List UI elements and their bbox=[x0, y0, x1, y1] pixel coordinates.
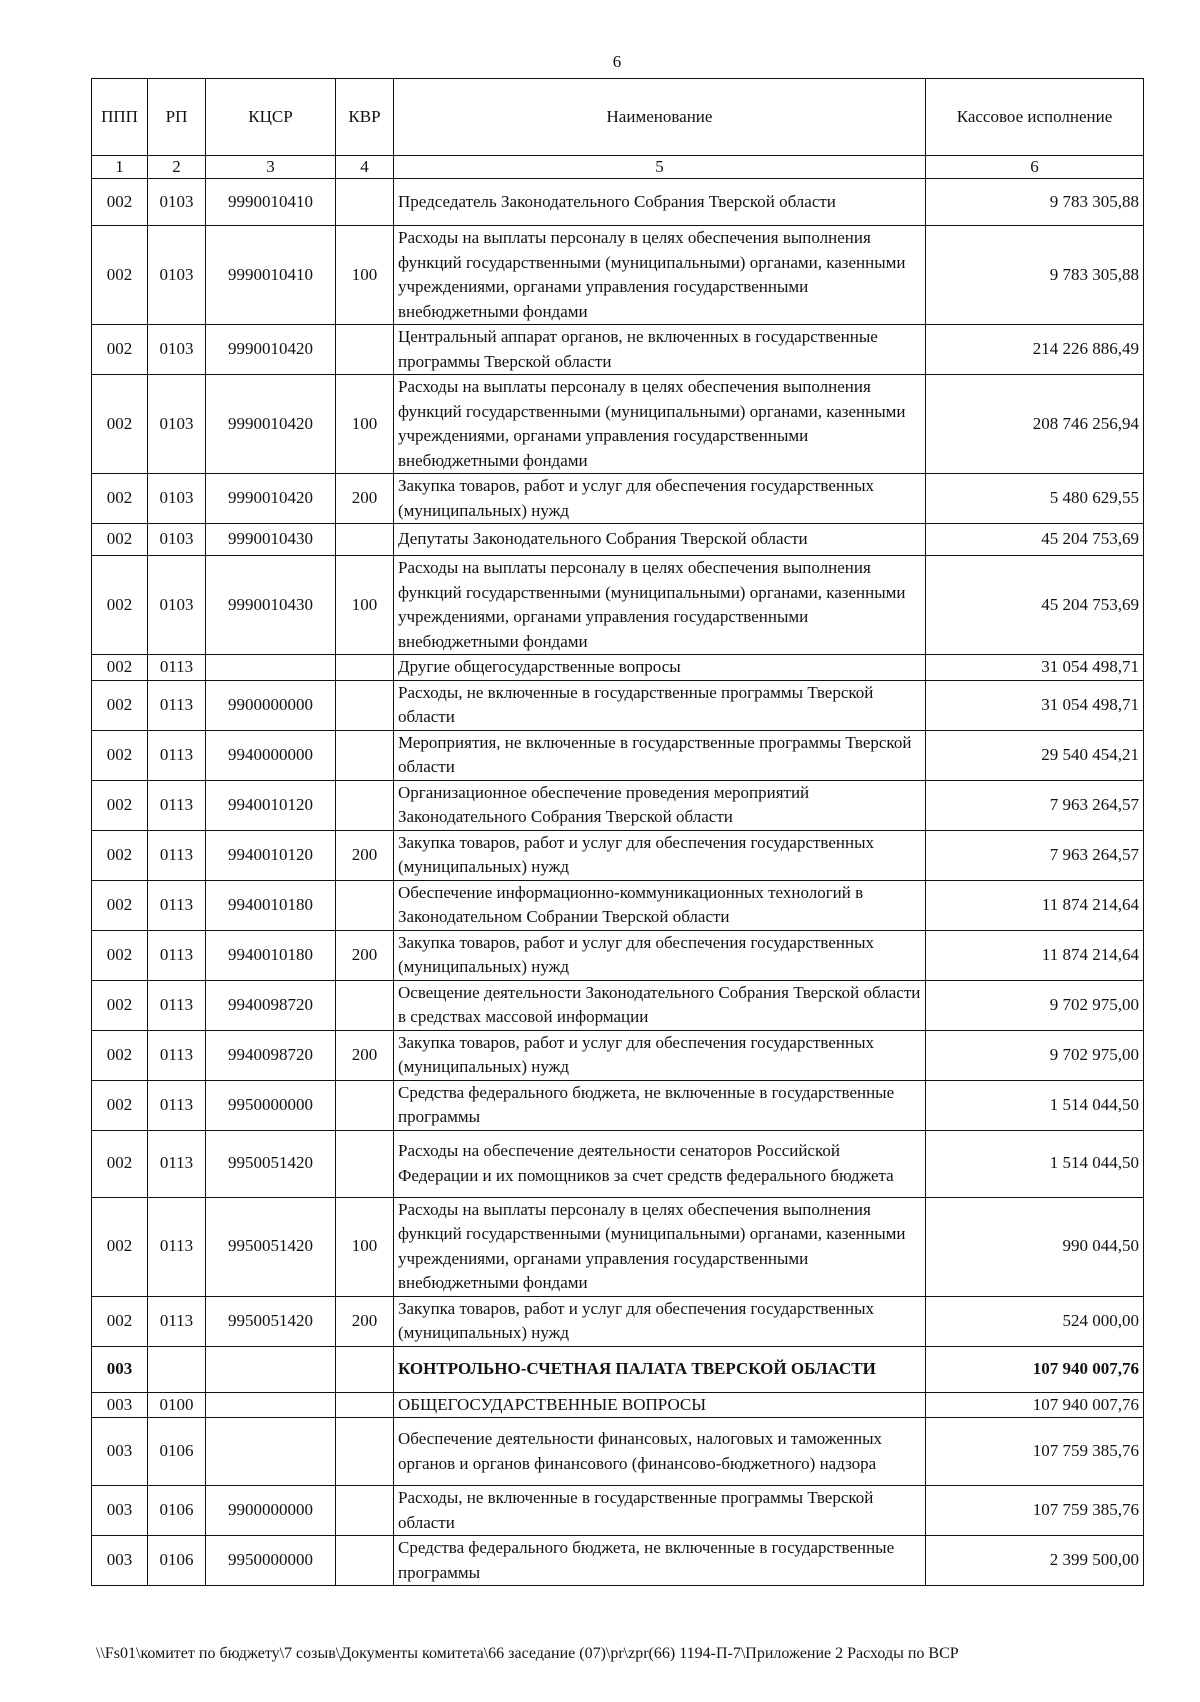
table-row bbox=[92, 1080, 1144, 1130]
cell-rp: 0103 bbox=[148, 179, 206, 226]
cell-kcsr: 9990010410 bbox=[206, 226, 336, 325]
cell-amount: 9 702 975,00 bbox=[926, 980, 1144, 1030]
cell-kcsr: 9940010180 bbox=[206, 930, 336, 980]
cell-rp: 0103 bbox=[148, 325, 206, 375]
cell-rp: 0113 bbox=[148, 1080, 206, 1130]
file-path-footer: \\Fs01\комитет по бюджету\7 созыв\Документы комитета\66 заседание (07)\pr\zpr(66) 1194-П-7\Приложение 2 Расходы по ВСР bbox=[96, 1645, 959, 1662]
cell-kcsr: 9900000000 bbox=[206, 680, 336, 730]
cell-rp: 0113 bbox=[148, 730, 206, 780]
cell-ppp: 002 bbox=[92, 226, 148, 325]
table-row bbox=[92, 880, 1144, 930]
cell-kvr: 100 bbox=[336, 226, 394, 325]
column-number-row bbox=[92, 156, 1144, 179]
cell-name: Расходы на выплаты персоналу в целях обеспечения выполнения функций государственными (муниципальными) органами, казенными учреждениями, органами управления государственными внебюджетными фондами bbox=[394, 375, 926, 474]
cell-ppp: 003 bbox=[92, 1418, 148, 1486]
cell-amount: 31 054 498,71 bbox=[926, 680, 1144, 730]
header-kvr: КВР bbox=[336, 79, 394, 156]
cell-rp: 0113 bbox=[148, 1030, 206, 1080]
table-row bbox=[92, 556, 1144, 655]
cell-ppp: 002 bbox=[92, 980, 148, 1030]
cell-ppp: 002 bbox=[92, 1080, 148, 1130]
cell-ppp: 002 bbox=[92, 830, 148, 880]
cell-ppp: 002 bbox=[92, 730, 148, 780]
cell-kvr bbox=[336, 780, 394, 830]
cell-kcsr bbox=[206, 1418, 336, 1486]
cell-amount: 107 940 007,76 bbox=[926, 1392, 1144, 1418]
cell-kcsr: 9940010180 bbox=[206, 880, 336, 930]
table-row bbox=[92, 1296, 1144, 1346]
cell-kcsr: 9940010120 bbox=[206, 830, 336, 880]
cell-kcsr: 9990010420 bbox=[206, 474, 336, 524]
cell-amount: 990 044,50 bbox=[926, 1197, 1144, 1296]
cell-amount: 2 399 500,00 bbox=[926, 1536, 1144, 1586]
cell-kvr bbox=[336, 880, 394, 930]
header-rp: РП bbox=[148, 79, 206, 156]
cell-name: ОБЩЕГОСУДАРСТВЕННЫЕ ВОПРОСЫ bbox=[394, 1392, 926, 1418]
cell-amount: 9 702 975,00 bbox=[926, 1030, 1144, 1080]
cell-amount: 208 746 256,94 bbox=[926, 375, 1144, 474]
cell-kvr bbox=[336, 1486, 394, 1536]
cell-rp: 0113 bbox=[148, 880, 206, 930]
cell-kcsr: 9940098720 bbox=[206, 980, 336, 1030]
cell-kvr: 100 bbox=[336, 556, 394, 655]
cell-kcsr: 9990010420 bbox=[206, 325, 336, 375]
cell-kvr: 200 bbox=[336, 1030, 394, 1080]
cell-rp: 0100 bbox=[148, 1392, 206, 1418]
cell-name: Закупка товаров, работ и услуг для обеспечения государственных (муниципальных) нужд bbox=[394, 930, 926, 980]
cell-kcsr bbox=[206, 1392, 336, 1418]
table-row bbox=[92, 1536, 1144, 1586]
cell-kvr bbox=[336, 980, 394, 1030]
cell-ppp: 002 bbox=[92, 680, 148, 730]
cell-kvr: 200 bbox=[336, 930, 394, 980]
cell-name: Другие общегосударственные вопросы bbox=[394, 655, 926, 681]
cell-kcsr: 9990010430 bbox=[206, 556, 336, 655]
table-body bbox=[92, 179, 1144, 1586]
cell-kvr: 200 bbox=[336, 1296, 394, 1346]
cell-kvr: 100 bbox=[336, 375, 394, 474]
cell-amount: 45 204 753,69 bbox=[926, 524, 1144, 556]
cell-ppp: 002 bbox=[92, 780, 148, 830]
cell-amount: 107 940 007,76 bbox=[926, 1346, 1144, 1392]
header-amount: Кассовое исполнение bbox=[926, 79, 1144, 156]
cell-amount: 1 514 044,50 bbox=[926, 1130, 1144, 1197]
cell-name: Обеспечение информационно-коммуникационных технологий в Законодательном Собрании Тверской области bbox=[394, 880, 926, 930]
cell-rp: 0106 bbox=[148, 1418, 206, 1486]
cell-rp: 0113 bbox=[148, 1197, 206, 1296]
cell-ppp: 002 bbox=[92, 524, 148, 556]
table-row bbox=[92, 1130, 1144, 1197]
cell-kvr bbox=[336, 680, 394, 730]
table-row bbox=[92, 375, 1144, 474]
cell-amount: 9 783 305,88 bbox=[926, 179, 1144, 226]
cell-rp: 0113 bbox=[148, 1296, 206, 1346]
table-row bbox=[92, 930, 1144, 980]
cell-ppp: 003 bbox=[92, 1346, 148, 1392]
cell-amount: 524 000,00 bbox=[926, 1296, 1144, 1346]
table-row bbox=[92, 1030, 1144, 1080]
table-row bbox=[92, 1486, 1144, 1536]
cell-name: Обеспечение деятельности финансовых, налоговых и таможенных органов и органов финансового (финансово-бюджетного) надзора bbox=[394, 1418, 926, 1486]
table-row bbox=[92, 730, 1144, 780]
cell-kcsr: 9950051420 bbox=[206, 1296, 336, 1346]
cell-amount: 9 783 305,88 bbox=[926, 226, 1144, 325]
column-number: 5 bbox=[394, 156, 926, 179]
cell-ppp: 002 bbox=[92, 375, 148, 474]
cell-kvr bbox=[336, 1536, 394, 1586]
cell-amount: 29 540 454,21 bbox=[926, 730, 1144, 780]
cell-name: Освещение деятельности Законодательного Собрания Тверской области в средствах массовой информации bbox=[394, 980, 926, 1030]
cell-rp: 0106 bbox=[148, 1536, 206, 1586]
cell-kcsr bbox=[206, 655, 336, 681]
cell-amount: 11 874 214,64 bbox=[926, 880, 1144, 930]
cell-kvr bbox=[336, 1130, 394, 1197]
cell-kvr bbox=[336, 1346, 394, 1392]
cell-kvr bbox=[336, 325, 394, 375]
cell-ppp: 002 bbox=[92, 325, 148, 375]
header-ppp: ППП bbox=[92, 79, 148, 156]
cell-rp: 0113 bbox=[148, 830, 206, 880]
cell-name: Средства федерального бюджета, не включенные в государственные программы bbox=[394, 1080, 926, 1130]
cell-kcsr: 9990010410 bbox=[206, 179, 336, 226]
cell-rp: 0103 bbox=[148, 556, 206, 655]
cell-name: Закупка товаров, работ и услуг для обеспечения государственных (муниципальных) нужд bbox=[394, 830, 926, 880]
cell-kcsr: 9990010430 bbox=[206, 524, 336, 556]
cell-rp bbox=[148, 1346, 206, 1392]
cell-name: Расходы на выплаты персоналу в целях обеспечения выполнения функций государственными (муниципальными) органами, казенными учреждениями, органами управления государственными внебюджетными фондами bbox=[394, 556, 926, 655]
cell-kvr bbox=[336, 179, 394, 226]
cell-rp: 0113 bbox=[148, 780, 206, 830]
cell-name: Председатель Законодательного Собрания Тверской области bbox=[394, 179, 926, 226]
cell-amount: 7 963 264,57 bbox=[926, 830, 1144, 880]
cell-kvr: 200 bbox=[336, 830, 394, 880]
cell-kvr bbox=[336, 1418, 394, 1486]
cell-ppp: 002 bbox=[92, 1030, 148, 1080]
table-row bbox=[92, 1197, 1144, 1296]
cell-rp: 0103 bbox=[148, 474, 206, 524]
cell-rp: 0113 bbox=[148, 980, 206, 1030]
table-row bbox=[92, 980, 1144, 1030]
cell-kcsr: 9940000000 bbox=[206, 730, 336, 780]
cell-kcsr: 9950051420 bbox=[206, 1197, 336, 1296]
cell-kvr bbox=[336, 1080, 394, 1130]
cell-ppp: 002 bbox=[92, 1197, 148, 1296]
cell-kcsr: 9900000000 bbox=[206, 1486, 336, 1536]
cell-rp: 0113 bbox=[148, 1130, 206, 1197]
cell-ppp: 003 bbox=[92, 1486, 148, 1536]
cell-kcsr: 9990010420 bbox=[206, 375, 336, 474]
expenditure-table bbox=[91, 78, 1144, 1586]
cell-name: КОНТРОЛЬНО-СЧЕТНАЯ ПАЛАТА ТВЕРСКОЙ ОБЛАСТИ bbox=[394, 1346, 926, 1392]
cell-ppp: 002 bbox=[92, 880, 148, 930]
header-kcsr: КЦСР bbox=[206, 79, 336, 156]
table-row bbox=[92, 226, 1144, 325]
cell-rp: 0103 bbox=[148, 375, 206, 474]
header-row bbox=[92, 79, 1144, 156]
column-number: 4 bbox=[336, 156, 394, 179]
cell-kcsr: 9940010120 bbox=[206, 780, 336, 830]
column-number: 3 bbox=[206, 156, 336, 179]
cell-name: Средства федерального бюджета, не включенные в государственные программы bbox=[394, 1536, 926, 1586]
cell-name: Расходы на выплаты персоналу в целях обеспечения выполнения функций государственными (муниципальными) органами, казенными учреждениями, органами управления государственными внебюджетными фондами bbox=[394, 226, 926, 325]
cell-name: Расходы на обеспечение деятельности сенаторов Российской Федерации и их помощников за счет средств федерального бюджета bbox=[394, 1130, 926, 1197]
cell-amount: 214 226 886,49 bbox=[926, 325, 1144, 375]
cell-amount: 5 480 629,55 bbox=[926, 474, 1144, 524]
cell-kcsr bbox=[206, 1346, 336, 1392]
table-row bbox=[92, 830, 1144, 880]
cell-kvr bbox=[336, 524, 394, 556]
cell-name: Расходы на выплаты персоналу в целях обеспечения выполнения функций государственными (муниципальными) органами, казенными учреждениями, органами управления государственными внебюджетными фондами bbox=[394, 1197, 926, 1296]
cell-amount: 31 054 498,71 bbox=[926, 655, 1144, 681]
table-row bbox=[92, 680, 1144, 730]
cell-kvr bbox=[336, 655, 394, 681]
cell-kcsr: 9950000000 bbox=[206, 1536, 336, 1586]
cell-ppp: 002 bbox=[92, 179, 148, 226]
header-name: Наименование bbox=[394, 79, 926, 156]
table-row bbox=[92, 524, 1144, 556]
column-number: 2 bbox=[148, 156, 206, 179]
cell-ppp: 002 bbox=[92, 1296, 148, 1346]
cell-name: Центральный аппарат органов, не включенных в государственные программы Тверской области bbox=[394, 325, 926, 375]
cell-ppp: 002 bbox=[92, 556, 148, 655]
cell-name: Мероприятия, не включенные в государственные программы Тверской области bbox=[394, 730, 926, 780]
table-row bbox=[92, 1418, 1144, 1486]
cell-name: Расходы, не включенные в государственные программы Тверской области bbox=[394, 1486, 926, 1536]
page-number: 6 bbox=[612, 52, 622, 71]
cell-rp: 0103 bbox=[148, 226, 206, 325]
cell-amount: 1 514 044,50 bbox=[926, 1080, 1144, 1130]
cell-amount: 45 204 753,69 bbox=[926, 556, 1144, 655]
table-row bbox=[92, 780, 1144, 830]
cell-rp: 0106 bbox=[148, 1486, 206, 1536]
cell-amount: 107 759 385,76 bbox=[926, 1486, 1144, 1536]
table-row bbox=[92, 325, 1144, 375]
cell-ppp: 002 bbox=[92, 655, 148, 681]
cell-ppp: 003 bbox=[92, 1536, 148, 1586]
cell-amount: 107 759 385,76 bbox=[926, 1418, 1144, 1486]
cell-kcsr: 9950000000 bbox=[206, 1080, 336, 1130]
cell-kvr: 200 bbox=[336, 474, 394, 524]
column-number: 1 bbox=[92, 156, 148, 179]
cell-rp: 0113 bbox=[148, 655, 206, 681]
cell-kvr bbox=[336, 1392, 394, 1418]
column-number: 6 bbox=[926, 156, 1144, 179]
table-row bbox=[92, 474, 1144, 524]
cell-amount: 7 963 264,57 bbox=[926, 780, 1144, 830]
cell-ppp: 003 bbox=[92, 1392, 148, 1418]
table-row bbox=[92, 655, 1144, 681]
cell-name: Закупка товаров, работ и услуг для обеспечения государственных (муниципальных) нужд bbox=[394, 1030, 926, 1080]
cell-kcsr: 9940098720 bbox=[206, 1030, 336, 1080]
cell-ppp: 002 bbox=[92, 1130, 148, 1197]
cell-amount: 11 874 214,64 bbox=[926, 930, 1144, 980]
cell-rp: 0103 bbox=[148, 524, 206, 556]
cell-kvr: 100 bbox=[336, 1197, 394, 1296]
cell-rp: 0113 bbox=[148, 930, 206, 980]
cell-name: Депутаты Законодательного Собрания Тверской области bbox=[394, 524, 926, 556]
cell-ppp: 002 bbox=[92, 474, 148, 524]
cell-kvr bbox=[336, 730, 394, 780]
table-row bbox=[92, 179, 1144, 226]
cell-name: Закупка товаров, работ и услуг для обеспечения государственных (муниципальных) нужд bbox=[394, 474, 926, 524]
cell-name: Расходы, не включенные в государственные программы Тверской области bbox=[394, 680, 926, 730]
cell-rp: 0113 bbox=[148, 680, 206, 730]
table-row bbox=[92, 1346, 1144, 1392]
cell-name: Организационное обеспечение проведения мероприятий Законодательного Собрания Тверской области bbox=[394, 780, 926, 830]
table-row bbox=[92, 1392, 1144, 1418]
cell-kcsr: 9950051420 bbox=[206, 1130, 336, 1197]
cell-ppp: 002 bbox=[92, 930, 148, 980]
cell-name: Закупка товаров, работ и услуг для обеспечения государственных (муниципальных) нужд bbox=[394, 1296, 926, 1346]
